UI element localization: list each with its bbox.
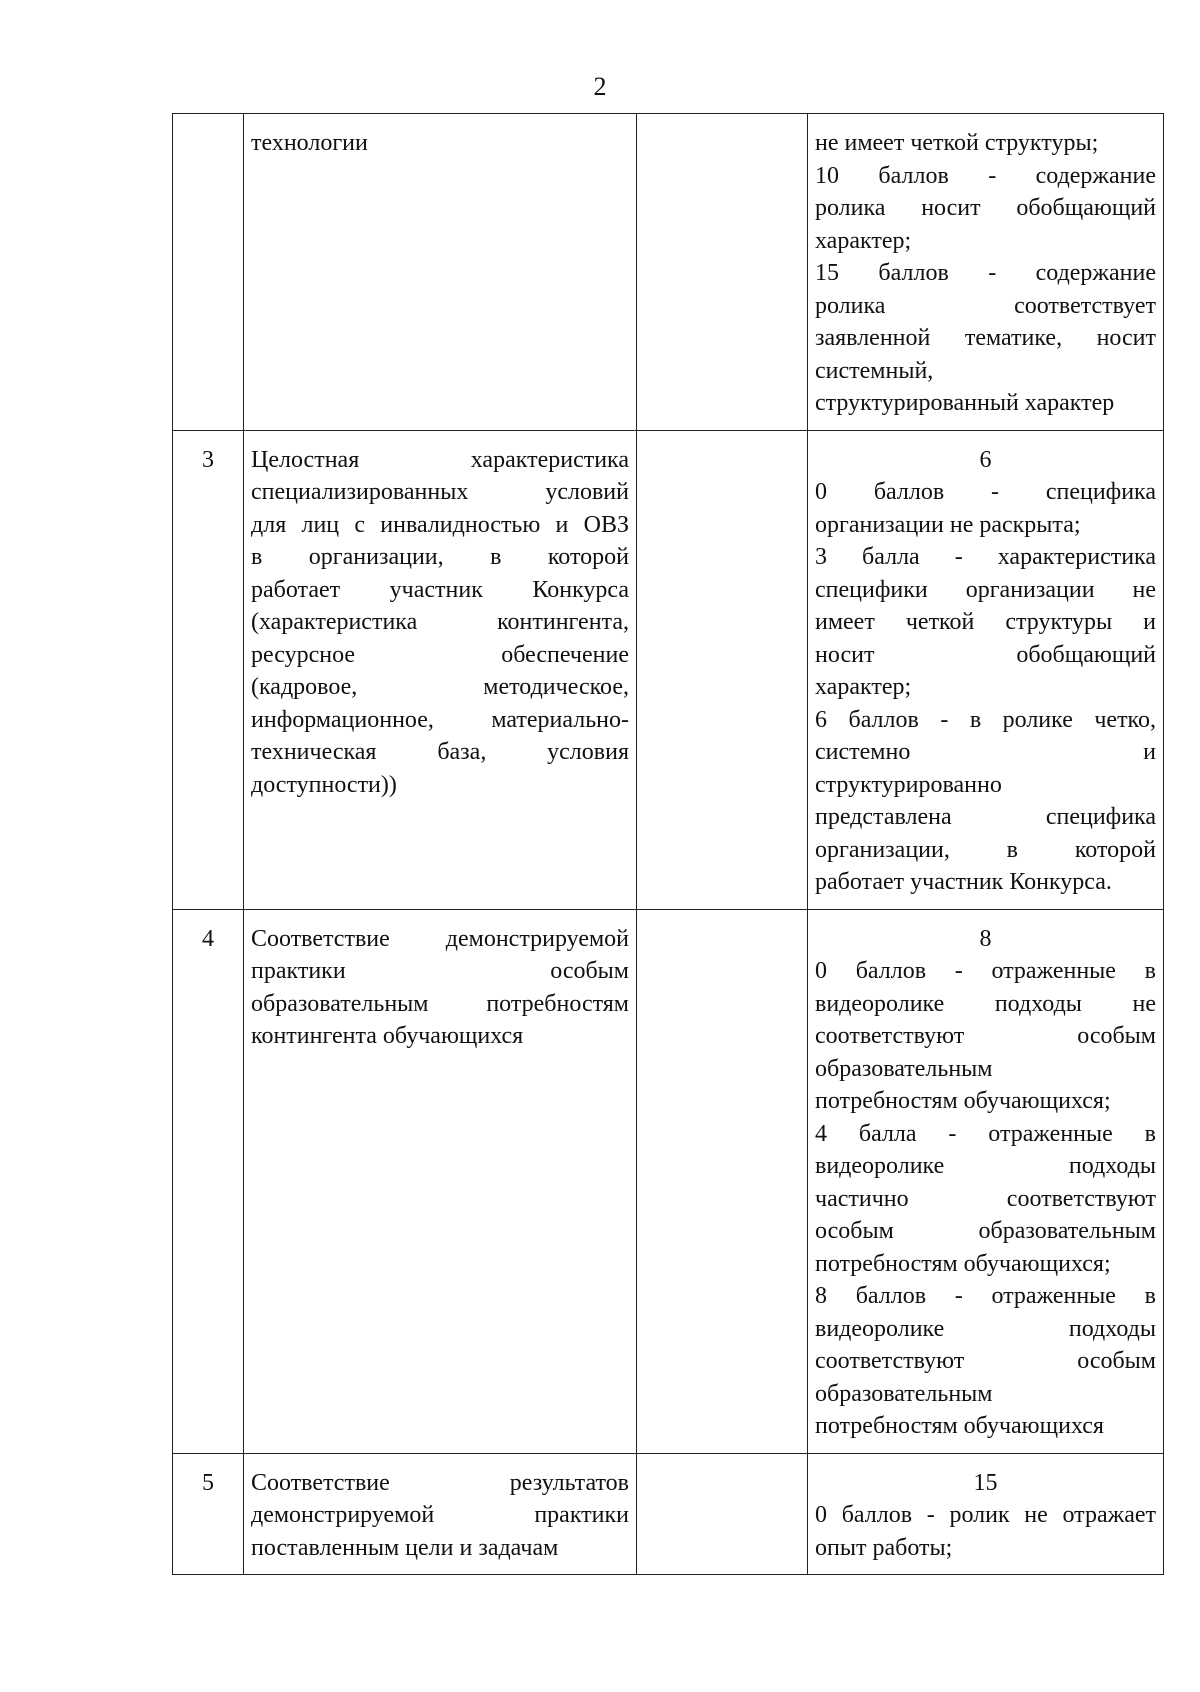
- criterion-line: информационное, материально-: [251, 706, 629, 733]
- criterion-line: ресурсное обеспечение: [251, 641, 629, 668]
- score-description-cell: [808, 114, 1164, 431]
- score-description-line: потребностям обучающихся;: [815, 1250, 1111, 1277]
- score-description-line: системный,: [815, 357, 934, 384]
- score-description-line: организации, в которой: [815, 836, 1156, 863]
- score-description-line: ролика соответствует: [815, 292, 1156, 319]
- score-description-line: не имеет четкой структуры;: [815, 130, 1099, 156]
- criterion-line: Соответствие демонстрируемой: [251, 925, 629, 952]
- score-description-line: особым образовательным: [815, 1218, 1156, 1244]
- criterion-line: техническая база, условия: [251, 739, 629, 765]
- max-score-value: 8: [979, 925, 992, 952]
- row-number: 3: [173, 430, 244, 909]
- score-description-line: работает участник Конкурса.: [815, 869, 1112, 895]
- score-description-line: видеоролике подходы не: [815, 990, 1156, 1017]
- criteria-table: [172, 113, 1164, 1575]
- table-row: [173, 1453, 1164, 1575]
- row-number: [173, 114, 244, 431]
- score-description-line: организации не раскрыта;: [815, 511, 1081, 538]
- empty-cell: [637, 114, 808, 431]
- criterion-line: для лиц с инвалидностью и ОВЗ: [251, 511, 629, 538]
- score-description-line: частично соответствуют: [815, 1185, 1156, 1212]
- criterion-cell: [244, 909, 637, 1453]
- score-description-line: имеет четкой структуры и: [815, 609, 1156, 635]
- score-description-line: потребностям обучающихся;: [815, 1088, 1111, 1114]
- criterion-line: (кадровое, методическое,: [251, 674, 629, 700]
- score-description-line: представлена специфика: [815, 804, 1156, 830]
- score-description-line: опыт работы;: [815, 1534, 953, 1561]
- criterion-line: в организации, в которой: [251, 544, 629, 570]
- score-description-line: ролика носит обобщающий: [815, 195, 1156, 221]
- criteria-table-body: [173, 114, 1164, 1575]
- score-description-line: потребностям обучающихся: [815, 1413, 1104, 1439]
- score-description-line: 8 баллов - отраженные в: [815, 1283, 1156, 1309]
- criterion-line: Целостная характеристика: [251, 446, 629, 473]
- criterion-line: работает участник Конкурса: [251, 576, 629, 603]
- score-description-cell: [808, 430, 1164, 909]
- criterion-line: доступности)): [251, 771, 397, 798]
- score-description-line: структурированный характер: [815, 390, 1115, 416]
- score-description-line: характер;: [815, 227, 912, 254]
- table-row: [173, 909, 1164, 1453]
- score-description-line: 15 баллов - содержание: [815, 260, 1156, 286]
- criterion-line: поставленным цели и задачам: [251, 1534, 559, 1561]
- score-description-line: видеоролике подходы: [815, 1153, 1156, 1179]
- score-description-line: 0 баллов - ролик не отражает: [815, 1502, 1156, 1528]
- score-description-line: системно и: [815, 739, 1156, 765]
- empty-cell: [637, 909, 808, 1453]
- criterion-line: технологии: [251, 130, 368, 156]
- score-description-line: заявленной тематике, носит: [815, 325, 1156, 351]
- score-description-line: 0 баллов - специфика: [815, 479, 1156, 505]
- score-description-line: характер;: [815, 674, 912, 700]
- criterion-cell: [244, 430, 637, 909]
- score-description-line: 6 баллов - в ролике четко,: [815, 706, 1156, 733]
- max-score-value: 15: [973, 1469, 998, 1496]
- row-number: 5: [173, 1453, 244, 1575]
- score-description-line: видеоролике подходы: [815, 1315, 1156, 1342]
- criterion-line: (характеристика контингента,: [251, 609, 629, 635]
- row-number: 4: [173, 909, 244, 1453]
- criterion-line: Соответствие результатов: [251, 1469, 629, 1496]
- score-description-line: 10 баллов - содержание: [815, 162, 1156, 189]
- score-description-cell: [808, 1453, 1164, 1575]
- criterion-line: специализированных условий: [251, 479, 629, 505]
- score-description-line: 4 балла - отраженные в: [815, 1120, 1156, 1147]
- table-row: [173, 430, 1164, 909]
- score-description-line: образовательным: [815, 1055, 993, 1082]
- max-score-value: 6: [979, 446, 992, 473]
- score-description-line: структурированно: [815, 771, 1002, 798]
- table-row: [173, 114, 1164, 431]
- criterion-line: практики особым: [251, 958, 629, 984]
- criterion-line: демонстрируемой практики: [251, 1502, 629, 1528]
- score-description-line: носит обобщающий: [815, 641, 1156, 668]
- criterion-line: образовательным потребностям: [251, 990, 629, 1017]
- empty-cell: [637, 1453, 808, 1575]
- score-description-line: соответствуют особым: [815, 1023, 1156, 1049]
- page-number: 2: [593, 72, 607, 101]
- score-description-line: образовательным: [815, 1380, 993, 1407]
- score-description-cell: [808, 909, 1164, 1453]
- criterion-line: контингента обучающихся: [251, 1023, 524, 1049]
- criterion-cell: [244, 1453, 637, 1575]
- score-description-line: 3 балла - характеристика: [815, 544, 1156, 570]
- score-description-line: соответствуют особым: [815, 1348, 1156, 1374]
- empty-cell: [637, 430, 808, 909]
- score-description-line: 0 баллов - отраженные в: [815, 958, 1156, 984]
- criterion-cell: [244, 114, 637, 431]
- score-description-line: специфики организации не: [815, 576, 1156, 603]
